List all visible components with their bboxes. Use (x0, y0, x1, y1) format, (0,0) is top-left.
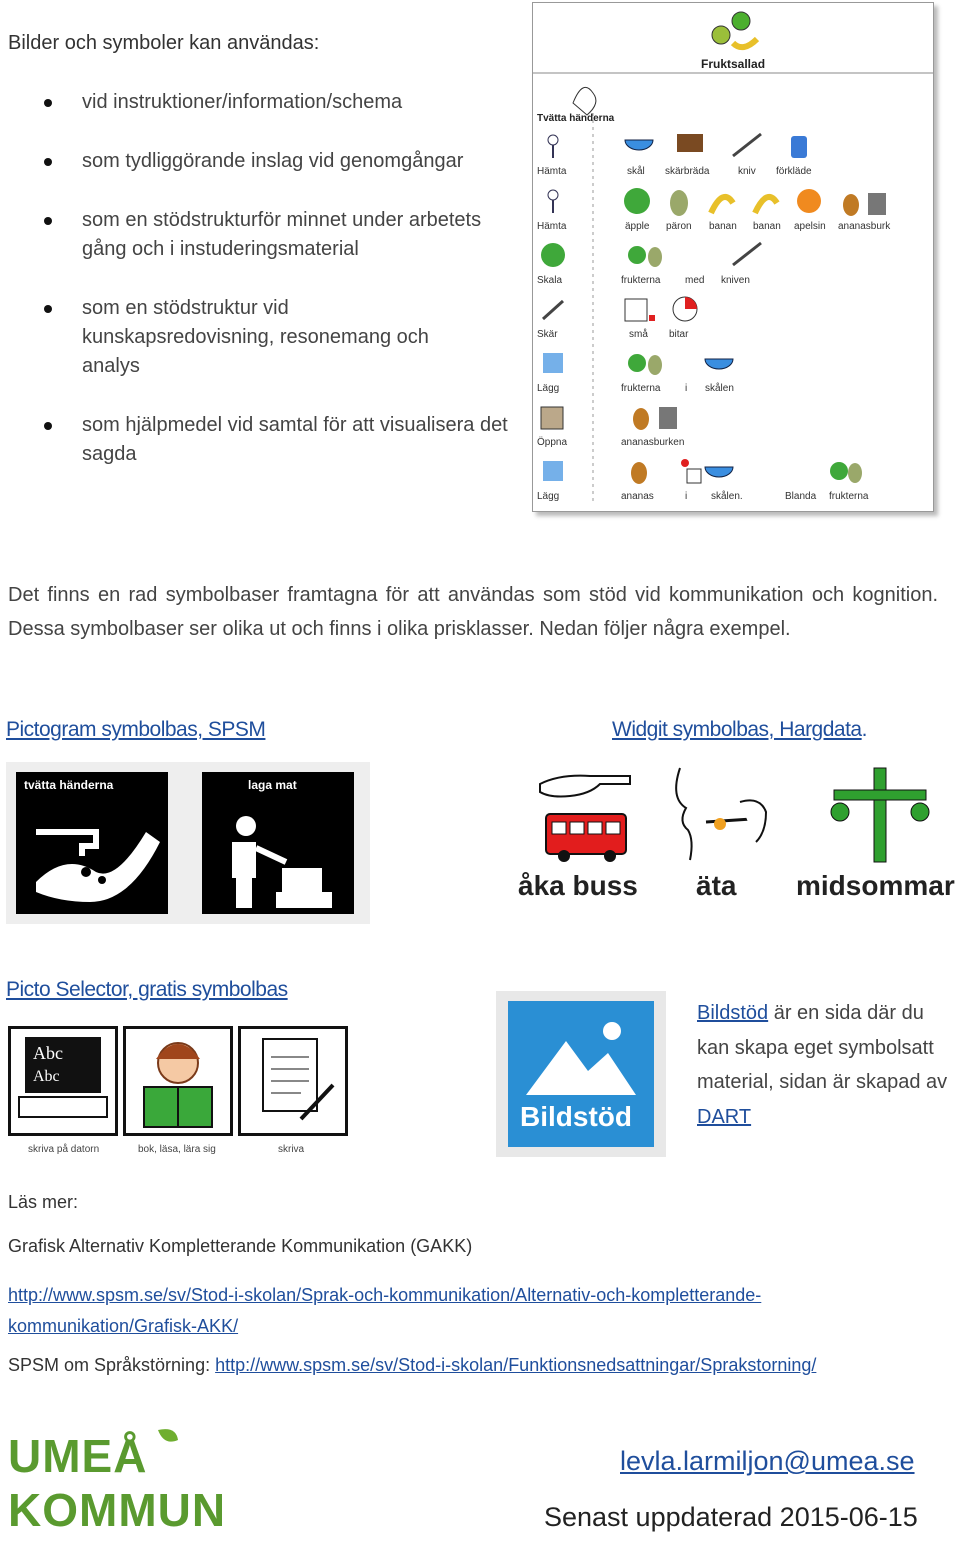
logo-line-1: UMEÅ (8, 1430, 148, 1482)
bullet-icon (44, 422, 52, 430)
list-item: vid instruktioner/information/schema (40, 88, 520, 117)
recipe-row: Skär små bitar (533, 291, 933, 341)
usage-list (40, 88, 520, 499)
picto-selector-link[interactable]: Picto Selector, gratis symbolbas (6, 978, 288, 1001)
gakk-title: Grafisk Alternativ Kompletterande Kommunikation (GAKK) (8, 1236, 473, 1256)
gakk-url (8, 1280, 761, 1342)
read-more-label: Läs mer: (8, 1192, 79, 1212)
bullet-icon (44, 99, 52, 107)
widgit-label-midsummer: midsommar (796, 870, 955, 901)
writing-paper-icon (241, 1029, 345, 1133)
widgit-images (510, 762, 955, 912)
row-icons (533, 399, 933, 449)
wash-hands-icon (16, 772, 168, 914)
recipe-row: Hämta skål skärbräda kniv förkläde (533, 128, 933, 178)
gakk-link-line1[interactable]: http://www.spsm.se/sv/Stod-i-skolan/Sprak-och-kommunikation/Alternativ-och-kompletterande- (8, 1285, 762, 1305)
svg-text:Abc: Abc (33, 1068, 60, 1085)
cook-icon (202, 772, 354, 914)
picto-card-write (238, 1026, 348, 1136)
gakk-link-line2[interactable]: kommunikation/Grafisk-AKK/ (8, 1316, 239, 1336)
picto-card-book (123, 1026, 233, 1136)
row-icons (533, 128, 933, 178)
bildstod-link[interactable]: Bildstöd (697, 1002, 769, 1024)
svg-text:Abc: Abc (33, 1043, 63, 1063)
spsm-link[interactable]: http://www.spsm.se/sv/Stod-i-skolan/Funktionsnedsattningar/Sprakstorning/ (215, 1355, 817, 1375)
picto-card-computer (8, 1026, 118, 1136)
umea-kommun-logo (8, 1426, 288, 1542)
contact-email-link[interactable]: levla.larmiljon@umea.se (620, 1446, 915, 1476)
recipe-row: Skala frukterna med kniven (533, 237, 933, 287)
list-item: som en stödstrukturför minnet under arbetets gång och i instuderingsmaterial (40, 206, 482, 264)
recipe-image (532, 2, 934, 512)
widgit-label-bus: åka buss (518, 870, 638, 901)
last-updated: Senast uppdaterad 2015-06-15 (544, 1502, 918, 1532)
bildstod-logo-text: Bildstöd (520, 1101, 632, 1132)
bullet-icon (44, 158, 52, 166)
list-item: som en stödstruktur vid kunskapsredovisning, resonemang och analys (40, 294, 482, 381)
bullet-icon (44, 217, 52, 225)
bullet-icon (44, 305, 52, 313)
list-item: som hjälpmedel vid samtal för att visualisera det sagda (40, 411, 522, 469)
bildstod-logo (496, 991, 666, 1157)
recipe-subtitle: Tvätta händerna (537, 113, 615, 124)
list-item: som tydliggörande inslag vid genomgångar (40, 147, 520, 176)
bildstod-description: Bildstöd är en sida där du kan skapa eget symbolsatt material, sidan är skapad av DART (697, 1002, 948, 1128)
pictogram-card-wash-hands: tvätta händerna (16, 772, 168, 914)
intro-paragraph: Det finns en rad symbolbaser framtagna för att användas som stöd vid kommunikation och kognition. Dessa symbolbaser ser olika ut och finns i olika prisklasser. Nedan följer några exempel. (8, 584, 938, 640)
widgit-link[interactable]: Widgit symbolbas, Hargdata (612, 718, 862, 741)
computer-icon (11, 1029, 115, 1133)
spsm-line: SPSM om Språkstörning: http://www.spsm.se/sv/Stod-i-skolan/Funktionsnedsattningar/Sprakstorning/ (8, 1355, 817, 1375)
recipe-row: Lägg frukterna i skålen (533, 345, 933, 395)
recipe-row: Lägg ananas i skålen. Blanda frukterna (533, 453, 933, 503)
intro-heading: Bilder och symboler kan användas: (8, 32, 320, 54)
dart-link[interactable]: DART (697, 1105, 752, 1128)
picto-selector-images: Abc Abc skriva på datorn bok, läsa, lära sig skriva (8, 1020, 348, 1160)
row-icons (533, 291, 933, 341)
widgit-heading: Widgit symbolbas, Hargdata. (612, 718, 867, 741)
logo-line-2: KOMMUN (8, 1484, 227, 1536)
pictogram-link[interactable]: Pictogram symbolbas, SPSM (6, 718, 266, 741)
pictogram-images (6, 762, 370, 924)
recipe-row: Öppna ananasburken (533, 399, 933, 449)
pictogram-card-cook: laga mat (202, 772, 354, 914)
recipe-row: Hämta äpple päron banan banan apelsin ananasburk (533, 183, 933, 233)
recipe-title: Fruktsallad (701, 57, 766, 71)
reading-girl-icon (126, 1029, 230, 1133)
widgit-label-eat: äta (696, 870, 737, 901)
